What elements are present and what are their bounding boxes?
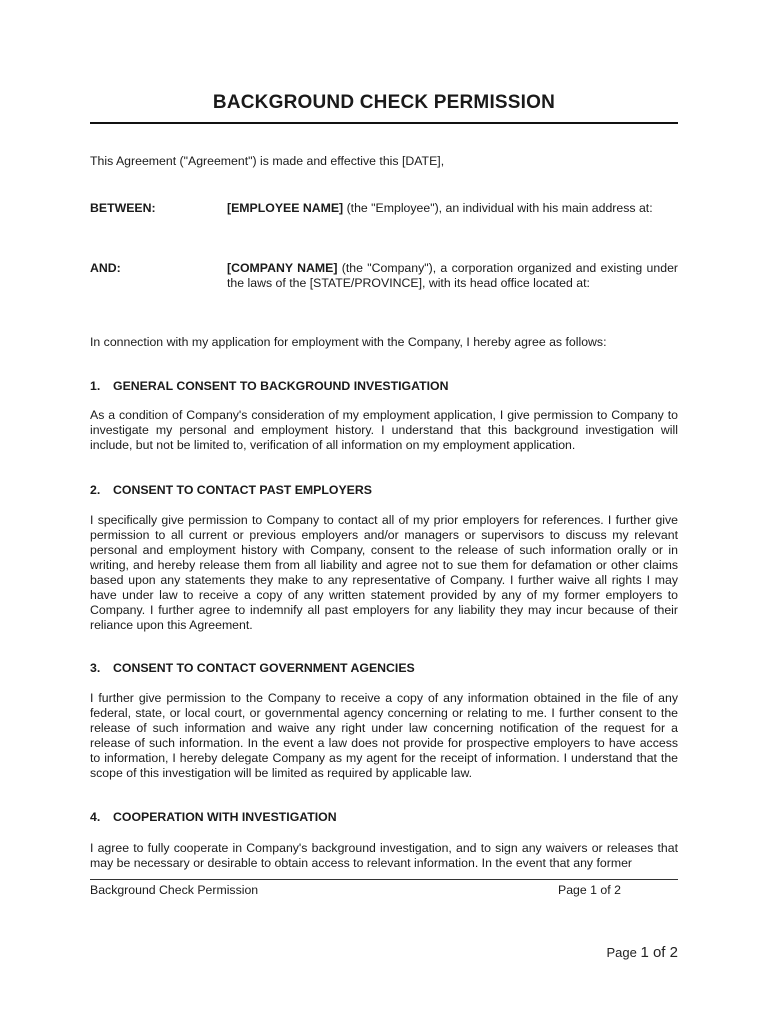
section-2-heading xyxy=(90,483,678,498)
connection-paragraph: In connection with my application for employment with the Company, I hereby agree as follows: xyxy=(90,335,607,349)
section-1-number: 1. xyxy=(90,379,101,393)
section-2-number: 2. xyxy=(90,483,101,497)
section-3-body: I further give permission to the Company to receive a copy of any information obtained in the file of any federal, state, or local court, or governmental agency concerning or relating to me. I further consent to the release of such information and waive any right under law concerning notification of the request for a release of such information. In the event a law does not provide for prospective employers to have access to information, I hereby delegate Company as my agent for the receipt of information. I understand that the scope of this investigation will be limited as required by applicable law. xyxy=(90,691,678,780)
section-2-body: I specifically give permission to Company to contact all of my prior employers for references. I further give permission to all current or previous employers and/or managers or supervisors to discuss my relevant personal and employment history with Company, consent to the release of such information orally or in writing, and hereby release them from all liability and agree not to sue them for defamation or other claims based upon any statements they make to any representative of Company. I further waive all rights I may have under law to receive a copy of any written statement provided by any of my former employers to Company. I further agree to indemnify all past employers for any liability they may incur because of their reliance upon this Agreement. xyxy=(90,513,678,632)
between-label: BETWEEN: xyxy=(90,201,156,215)
viewer-page-total: 2 xyxy=(669,944,678,961)
between-description: (the "Employee"), an individual with his main address at: xyxy=(343,201,653,215)
footer-divider xyxy=(90,879,678,880)
section-4-body: I agree to fully cooperate in Company's background investigation, and to sign any waivers or releases that may be necessary or desirable to obtain access to relevant information. In the event that any former xyxy=(90,841,678,870)
employee-name-placeholder: [EMPLOYEE NAME] xyxy=(227,201,344,215)
title-underline xyxy=(90,122,678,124)
viewer-page-of: of xyxy=(648,944,670,961)
section-2-title: CONSENT TO CONTACT PAST EMPLOYERS xyxy=(113,483,372,497)
section-3-heading xyxy=(90,661,678,676)
section-1-title: GENERAL CONSENT TO BACKGROUND INVESTIGATION xyxy=(113,379,449,393)
footer-page-number: Page 1 of 2 xyxy=(558,883,621,897)
and-label: AND: xyxy=(90,261,121,275)
section-3-title: CONSENT TO CONTACT GOVERNMENT AGENCIES xyxy=(113,661,415,675)
section-4-heading xyxy=(90,810,678,825)
document-title: BACKGROUND CHECK PERMISSION xyxy=(212,92,556,113)
footer-document-name: Background Check Permission xyxy=(90,883,259,897)
viewer-page-prefix: Page xyxy=(606,945,641,960)
and-text xyxy=(227,261,678,291)
section-4-title: COOPERATION WITH INVESTIGATION xyxy=(113,810,337,824)
section-4-number: 4. xyxy=(90,810,101,824)
viewer-page-indicator xyxy=(606,944,678,961)
intro-paragraph: This Agreement ("Agreement") is made and effective this [DATE], xyxy=(90,154,445,168)
between-text xyxy=(227,201,678,216)
section-3-number: 3. xyxy=(90,661,101,675)
section-1-heading xyxy=(90,379,678,394)
viewer-page-current: 1 xyxy=(640,944,649,961)
company-name-placeholder: [COMPANY NAME] xyxy=(227,261,338,275)
section-1-body: As a condition of Company's consideration of my employment application, I give permission to Company to investigate my personal and employment history. I understand that this background investigation will include, but not be limited to, verification of all information on my employment application. xyxy=(90,408,678,452)
and-description: (the "Company"), a corporation organized and existing under the laws of the [STATE/PROVINCE], with its head office located at: xyxy=(227,261,679,290)
